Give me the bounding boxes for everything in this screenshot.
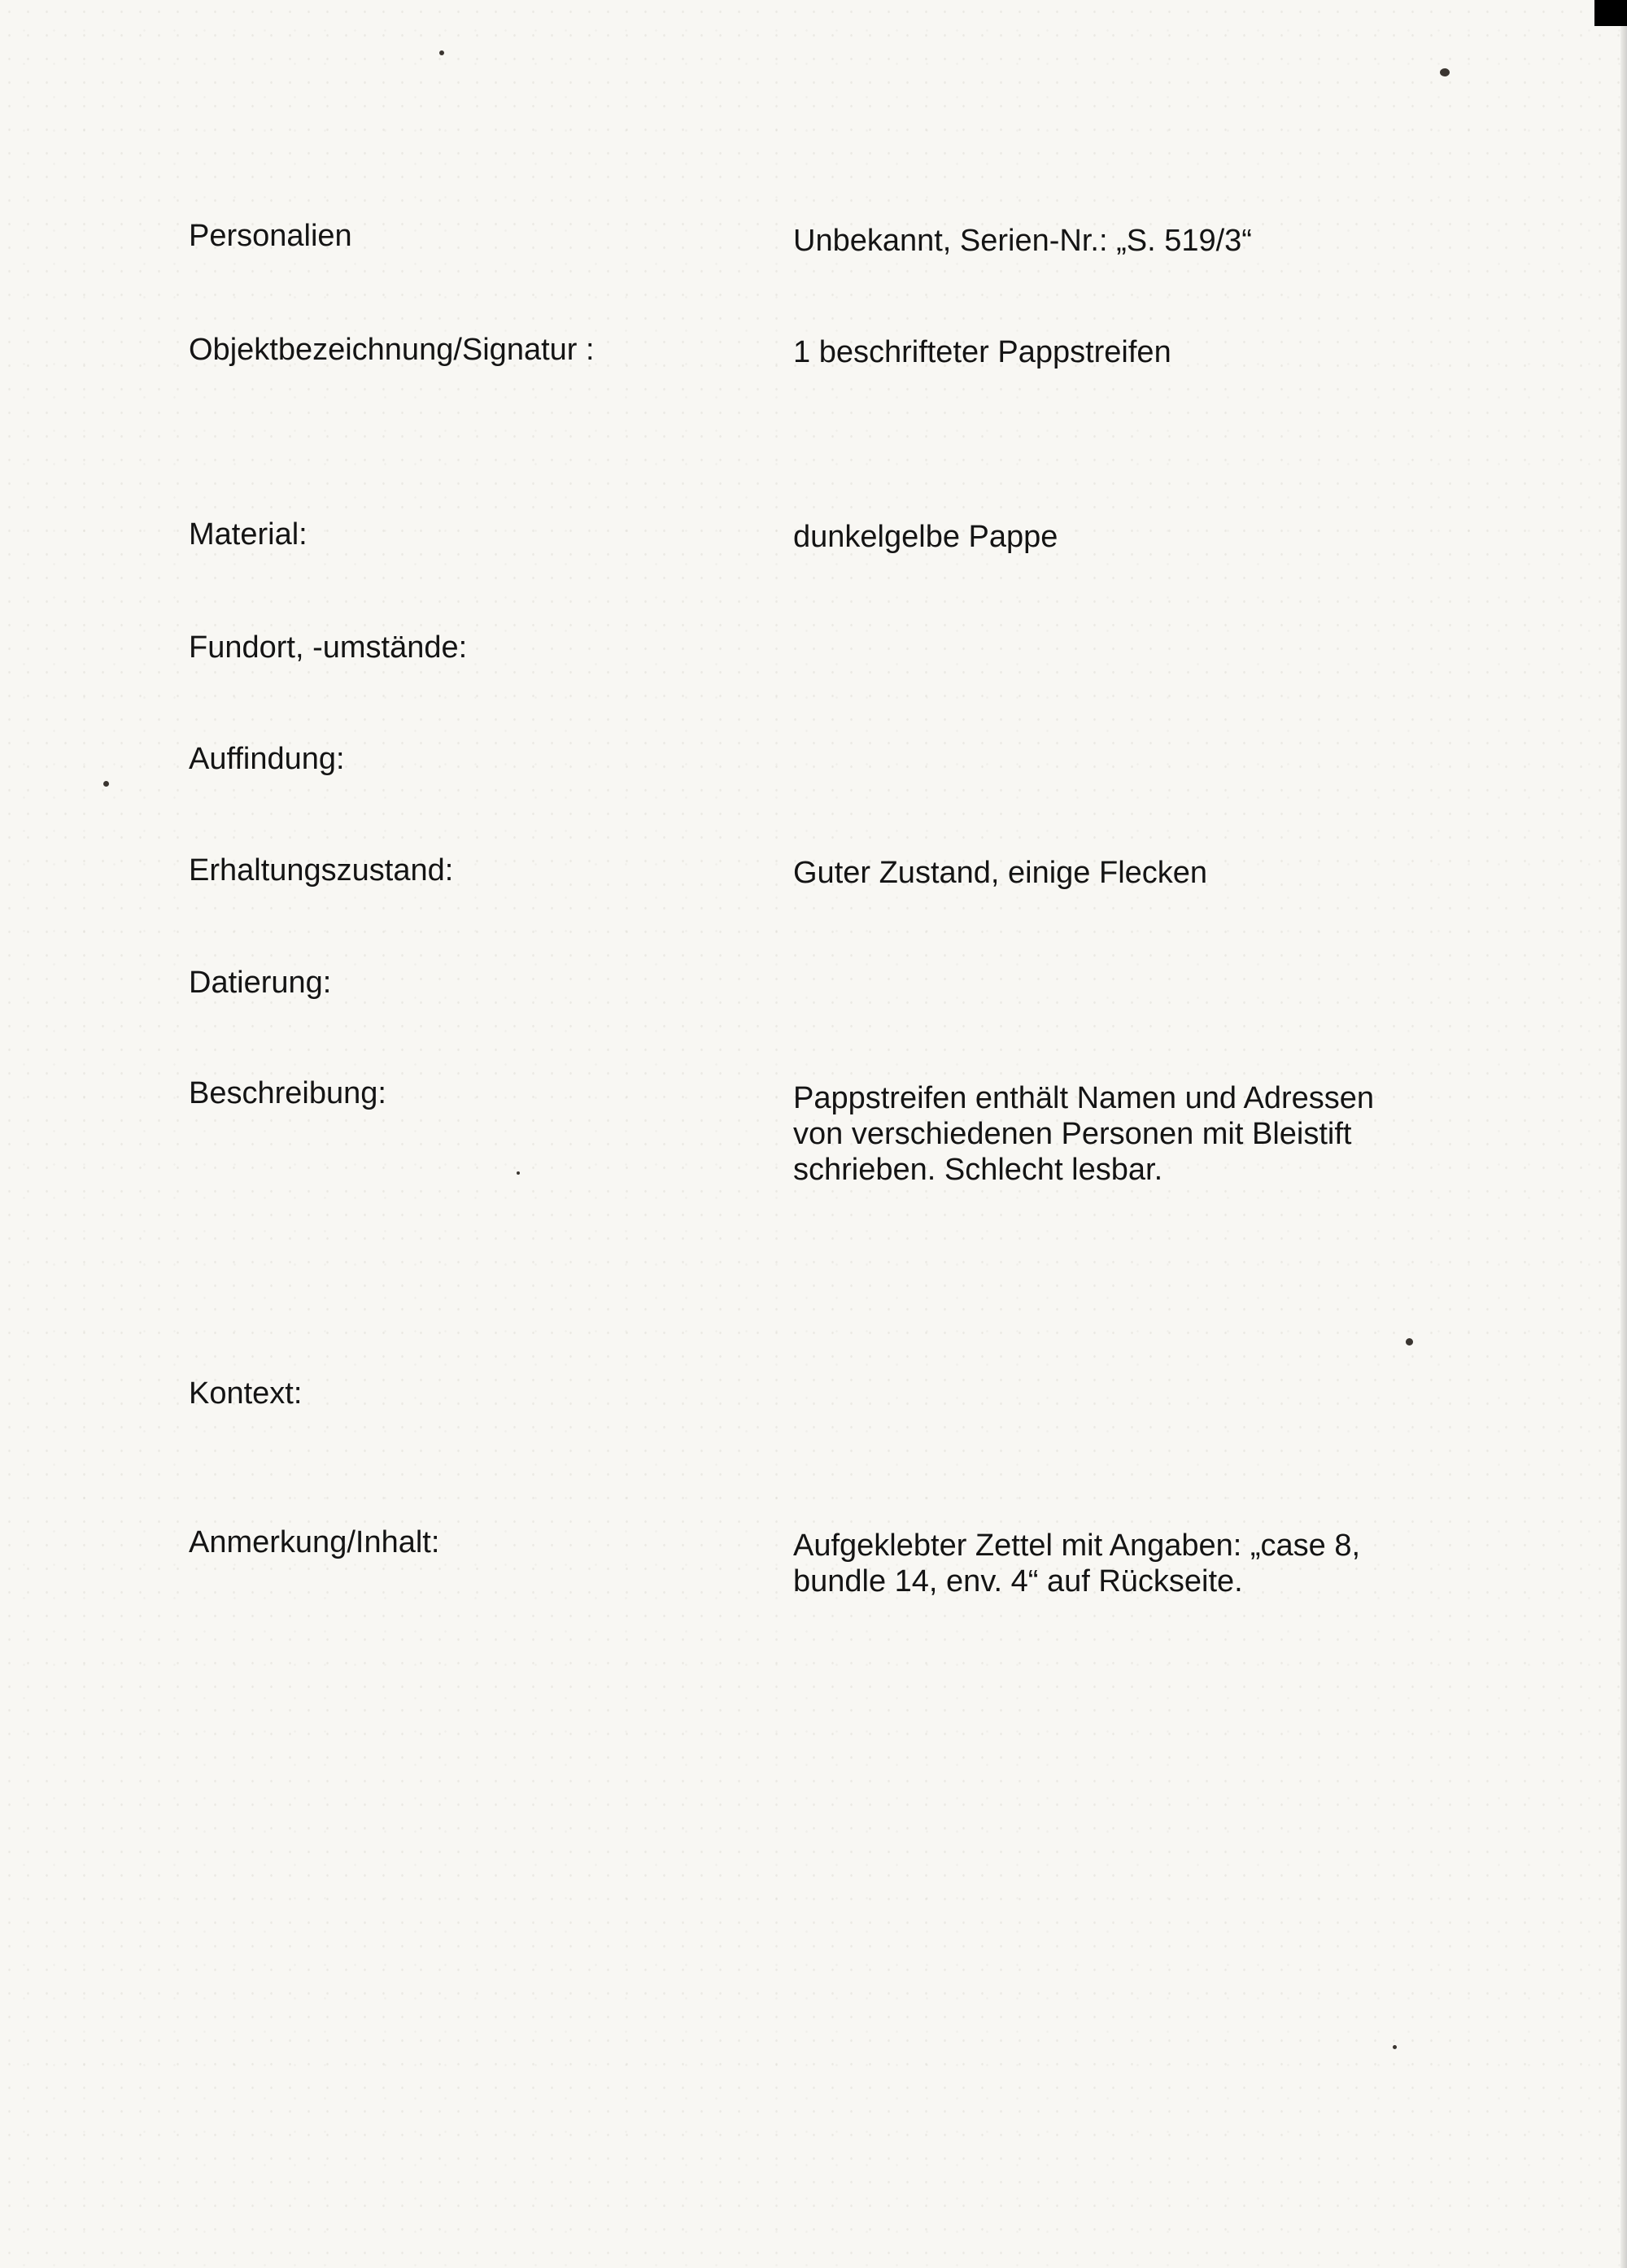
corner-mark: [1594, 0, 1627, 26]
label-kontext: Kontext:: [189, 1376, 303, 1411]
label-beschreibung: Beschreibung:: [189, 1076, 386, 1110]
value-beschreibung: [793, 1080, 1460, 1188]
speck: [439, 50, 444, 55]
label-personalien: Personalien: [189, 219, 352, 253]
label-objektbezeichnung: Objektbezeichnung/Signatur :: [189, 333, 595, 367]
speck: [1440, 68, 1450, 76]
beschreibung-line: schrieben. Schlecht lesbar.: [793, 1153, 1163, 1187]
value-objektbezeichnung: 1 beschrifteter Pappstreifen: [793, 335, 1171, 369]
beschreibung-line: Pappstreifen enthält Namen und Adressen: [793, 1081, 1375, 1115]
label-auffindung: Auffindung:: [189, 742, 345, 776]
speck: [1393, 2045, 1397, 2049]
label-erhaltungszustand: Erhaltungszustand:: [189, 853, 454, 888]
value-erhaltungszustand: Guter Zustand, einige Flecken: [793, 856, 1208, 890]
label-material: Material:: [189, 517, 308, 552]
page-edge-shadow: [1620, 0, 1627, 2268]
value-personalien: Unbekannt, Serien-Nr.: „S. 519/3“: [793, 224, 1252, 258]
value-anmerkung: [793, 1528, 1460, 1599]
anmerkung-line: Aufgeklebter Zettel mit Angaben: „case 8,: [793, 1529, 1361, 1563]
beschreibung-line: von verschiedenen Personen mit Bleistift: [793, 1117, 1352, 1151]
speck: [517, 1171, 520, 1175]
label-fundort: Fundort, -umstände:: [189, 630, 468, 665]
speck: [103, 781, 109, 787]
anmerkung-line: bundle 14, env. 4“ auf Rückseite.: [793, 1564, 1243, 1599]
value-material: dunkelgelbe Pappe: [793, 520, 1058, 554]
label-datierung: Datierung:: [189, 966, 332, 1000]
speck: [1406, 1338, 1413, 1346]
label-anmerkung: Anmerkung/Inhalt:: [189, 1525, 440, 1559]
